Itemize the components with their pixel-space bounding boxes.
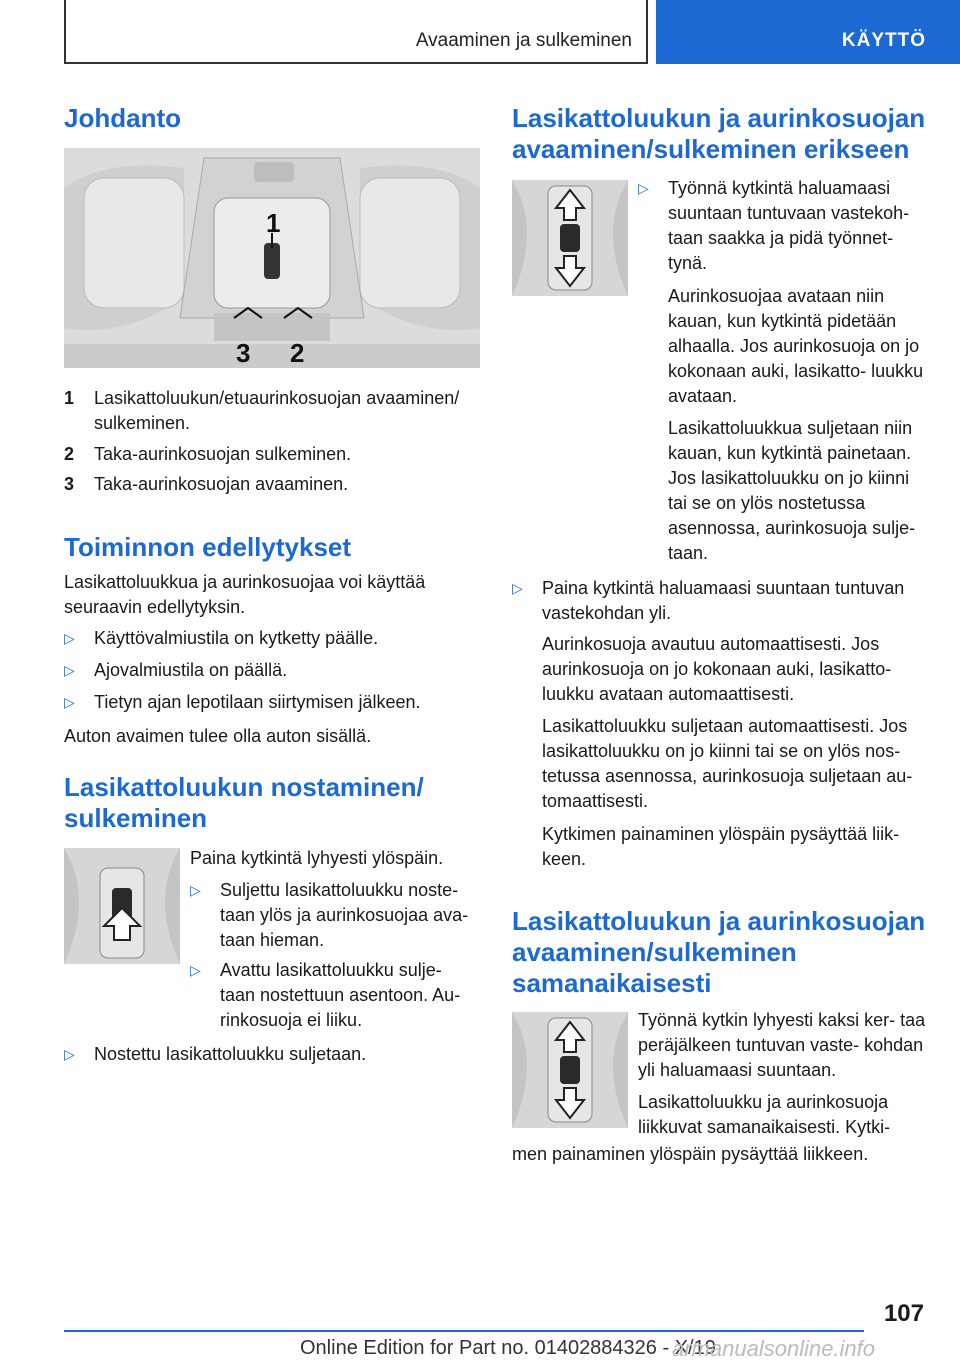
triangle-bullet-icon: ▷ [64,630,75,646]
simultaneous-title-line2: avaaminen/sulkeminen [512,937,797,967]
triangle-bullet-icon: ▷ [64,1046,75,1062]
requirements-lead: Lasikattoluukkua ja aurinkosuojaa voi käyttää seuraavin edellytyksin. [64,572,426,617]
raise-bullet-1: ▷ Suljettu lasikattoluukku noste- taan ylös ja aurinkosuojaa ava- taan hieman. [190,880,469,950]
triangle-bullet-icon: ▷ [190,882,201,898]
switch-updown-image [512,180,628,296]
header-section-title: Avaaminen ja sulkeminen [415,30,632,51]
simultaneous-para-1: Työnnä kytkin lyhyesti kaksi ker- taa peräjälkeen tuntuvan vaste- kohdan yli haluamaasi suuntaan. [638,1010,926,1080]
raise-bullet-2: ▷ Avattu lasikattoluukku sulje- taan nostettuun asentoon. Au- rinkosuoja ei liiku. [190,960,461,1030]
separate-para-2: Lasikattoluukkua suljetaan niin kauan, kun kytkintä painetaan. Jos lasikattoluukku on jo kiinni tai se on ylös nostetussa asennossa, aurinkosuoja sulje- taan. [668,418,916,563]
raise-bullet-3: ▷ Nostettu lasikattoluukku suljetaan. [64,1042,480,1067]
page-header [0,0,960,66]
intro-item-2: 2 Taka-aurinkosuojan sulkeminen. [64,444,352,464]
intro-item-1: 1 Lasikattoluukun/etuaurinkosuojan avaaminen/ sulkeminen. [64,388,460,433]
simultaneous-para-2b: men painaminen ylöspäin pysäyttää liikkeen. [512,1144,869,1164]
separate-title-line2: avaaminen/sulkeminen erikseen [512,134,910,164]
header-chapter-tab [656,0,960,64]
simultaneous-para-2a: Lasikattoluukku ja aurinkosuoja liikkuvat samanaikaisesti. Kytki- [638,1092,891,1137]
simultaneous-title-line3: samanaikaisesti [512,968,712,998]
intro-item-3: 3 Taka-aurinkosuojan avaaminen. [64,474,349,494]
console-label-3: 3 [236,338,251,368]
triangle-bullet-icon: ▷ [512,580,523,596]
console-label-1: 1 [266,208,281,238]
switch-up-image [64,848,180,964]
triangle-bullet-icon: ▷ [638,180,649,196]
raise-title-line2: sulkeminen [64,803,208,833]
separate-bullet-2: ▷ Paina kytkintä haluamaasi suuntaan tuntuvan vastekohdan yli. [512,578,905,623]
header-chapter-title: KÄYTTÖ [841,30,926,51]
requirements-note: Auton avaimen tulee olla auton sisällä. [64,726,372,746]
requirements-bullet-1: ▷ Käyttövalmiustila on kytketty päälle. [64,626,480,651]
separate-para-4: Lasikattoluukku suljetaan automaattisesti. Jos lasikattoluukku on jo kiinni tai se on ylös nos- tetussa asennossa, aurinkosuoja suljetaan au- tomaattisesti. [542,716,913,811]
separate-para-1: Aurinkosuojaa avataan niin kauan, kun kytkintä pidetään alhaalla. Jos aurinkosuoja on jo kokonaan auki, lasikatto- luukku avataan. [668,286,924,406]
switch-double-image [512,1012,628,1128]
separate-title-line1: Lasikattoluukun ja aurinkosuojan [512,103,926,133]
triangle-bullet-icon: ▷ [64,694,75,710]
triangle-bullet-icon: ▷ [64,662,75,678]
separate-para-5: Kytkimen painaminen ylöspäin pysäyttää liik- keen. [542,824,900,869]
page-number: 107 [883,1300,924,1327]
watermark: armanualsonline.info [672,1336,876,1361]
console-label-2: 2 [290,338,305,368]
separate-para-3: Aurinkosuoja avautuu automaattisesti. Jos aurinkosuoja on jo kokonaan auki, lasikatto- luukku avataan automaattisesti. [542,634,892,704]
requirements-title: Toiminnon edellytykset [64,532,352,562]
triangle-bullet-icon: ▷ [190,962,201,978]
simultaneous-title-line1: Lasikattoluukun ja aurinkosuojan [512,906,926,936]
requirements-bullet-3: ▷ Tietyn ajan lepotilaan siirtymisen jälkeen. [64,690,480,715]
overhead-console-image [64,148,480,368]
raise-lead: Paina kytkintä lyhyesti ylöspäin. [190,848,444,868]
footer-rule [64,1330,864,1332]
separate-bullet-1: ▷ Työnnä kytkintä haluamaasi suuntaan tuntuvaan vastekoh- taan saakka ja pidä työnnet- tynä. [638,178,910,273]
footer-edition: Online Edition for Part no. 01402884326 - X/19 [300,1337,716,1359]
raise-title-line1: Lasikattoluukun nostaminen/ [64,772,424,802]
header-section-box [64,0,648,64]
intro-title: Johdanto [64,103,181,133]
requirements-bullet-2: ▷ Ajovalmiustila on päällä. [64,658,480,683]
